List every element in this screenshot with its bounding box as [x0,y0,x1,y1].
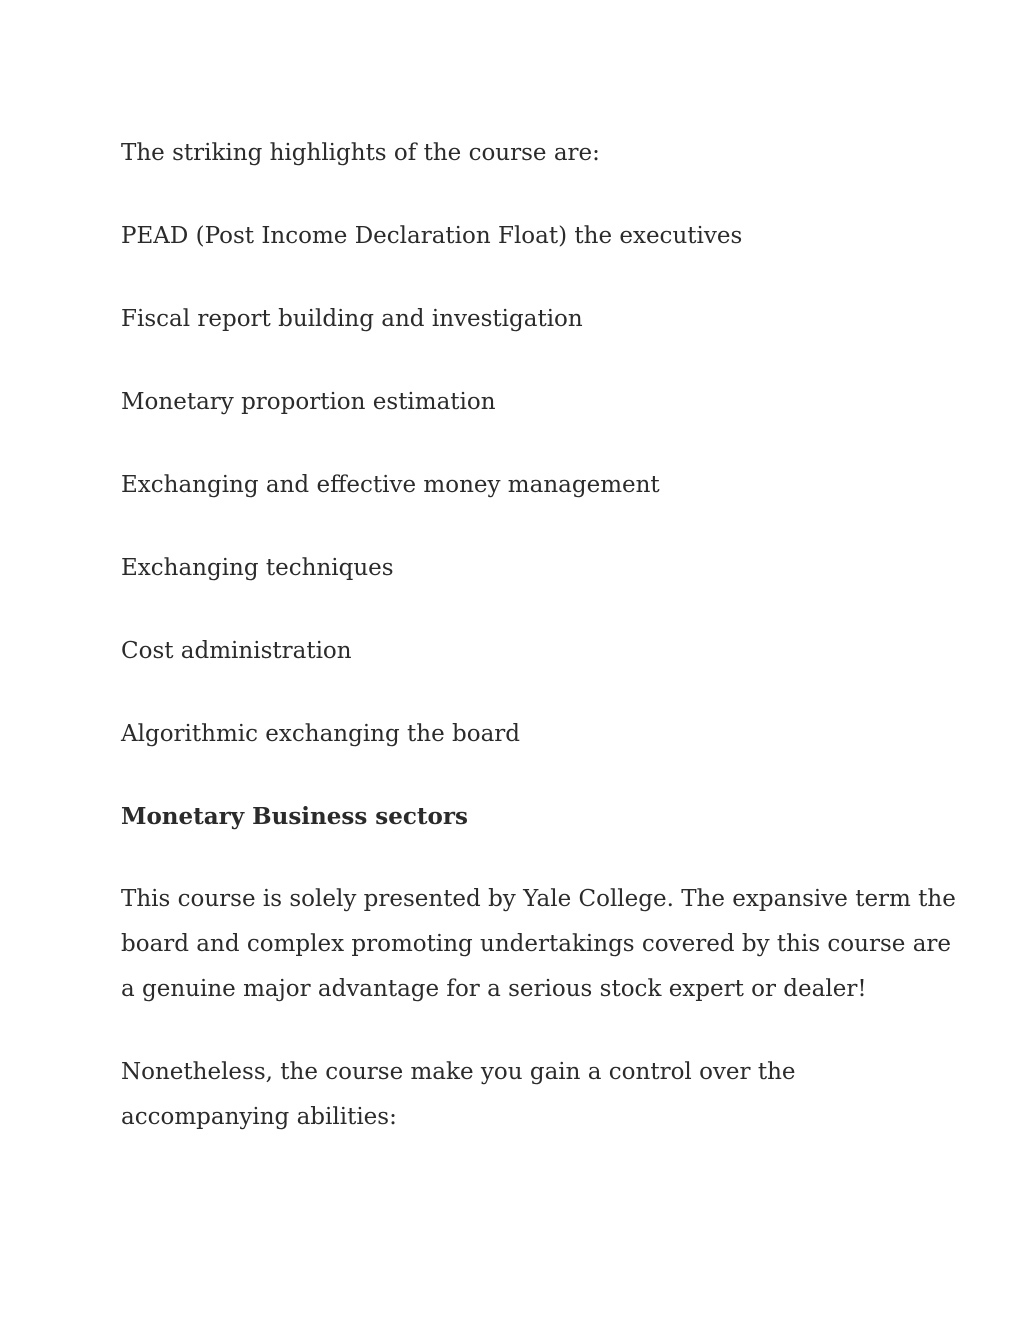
paragraph-course-info [121,877,956,1012]
highlight-item: PEAD (Post Income Declaration Float) the executives [121,223,743,249]
document-page [121,134,956,1140]
highlight-item: Algorithmic exchanging the board [121,721,521,747]
paragraph-abilities [121,1050,911,1140]
section-heading: Monetary Business sectors [121,803,468,830]
highlight-item: Exchanging techniques [121,555,394,581]
intro-text: The striking highlights of the course are: [121,140,600,166]
paragraph-line: This course is solely presented by Yale College. The expansive term the [121,886,956,912]
highlight-item: Monetary proportion estimation [121,389,496,415]
paragraph-line: Nonetheless, the course make you gain a control over the [121,1059,796,1085]
highlight-item: Cost administration [121,638,352,664]
paragraph-line: a genuine major advantage for a serious stock expert or dealer! [121,976,867,1002]
highlight-item: Exchanging and effective money management [121,472,660,498]
highlight-item: Fiscal report building and investigation [121,306,583,332]
paragraph-line: accompanying abilities: [121,1104,397,1130]
paragraph-line: board and complex promoting undertakings covered by this course are [121,931,952,957]
